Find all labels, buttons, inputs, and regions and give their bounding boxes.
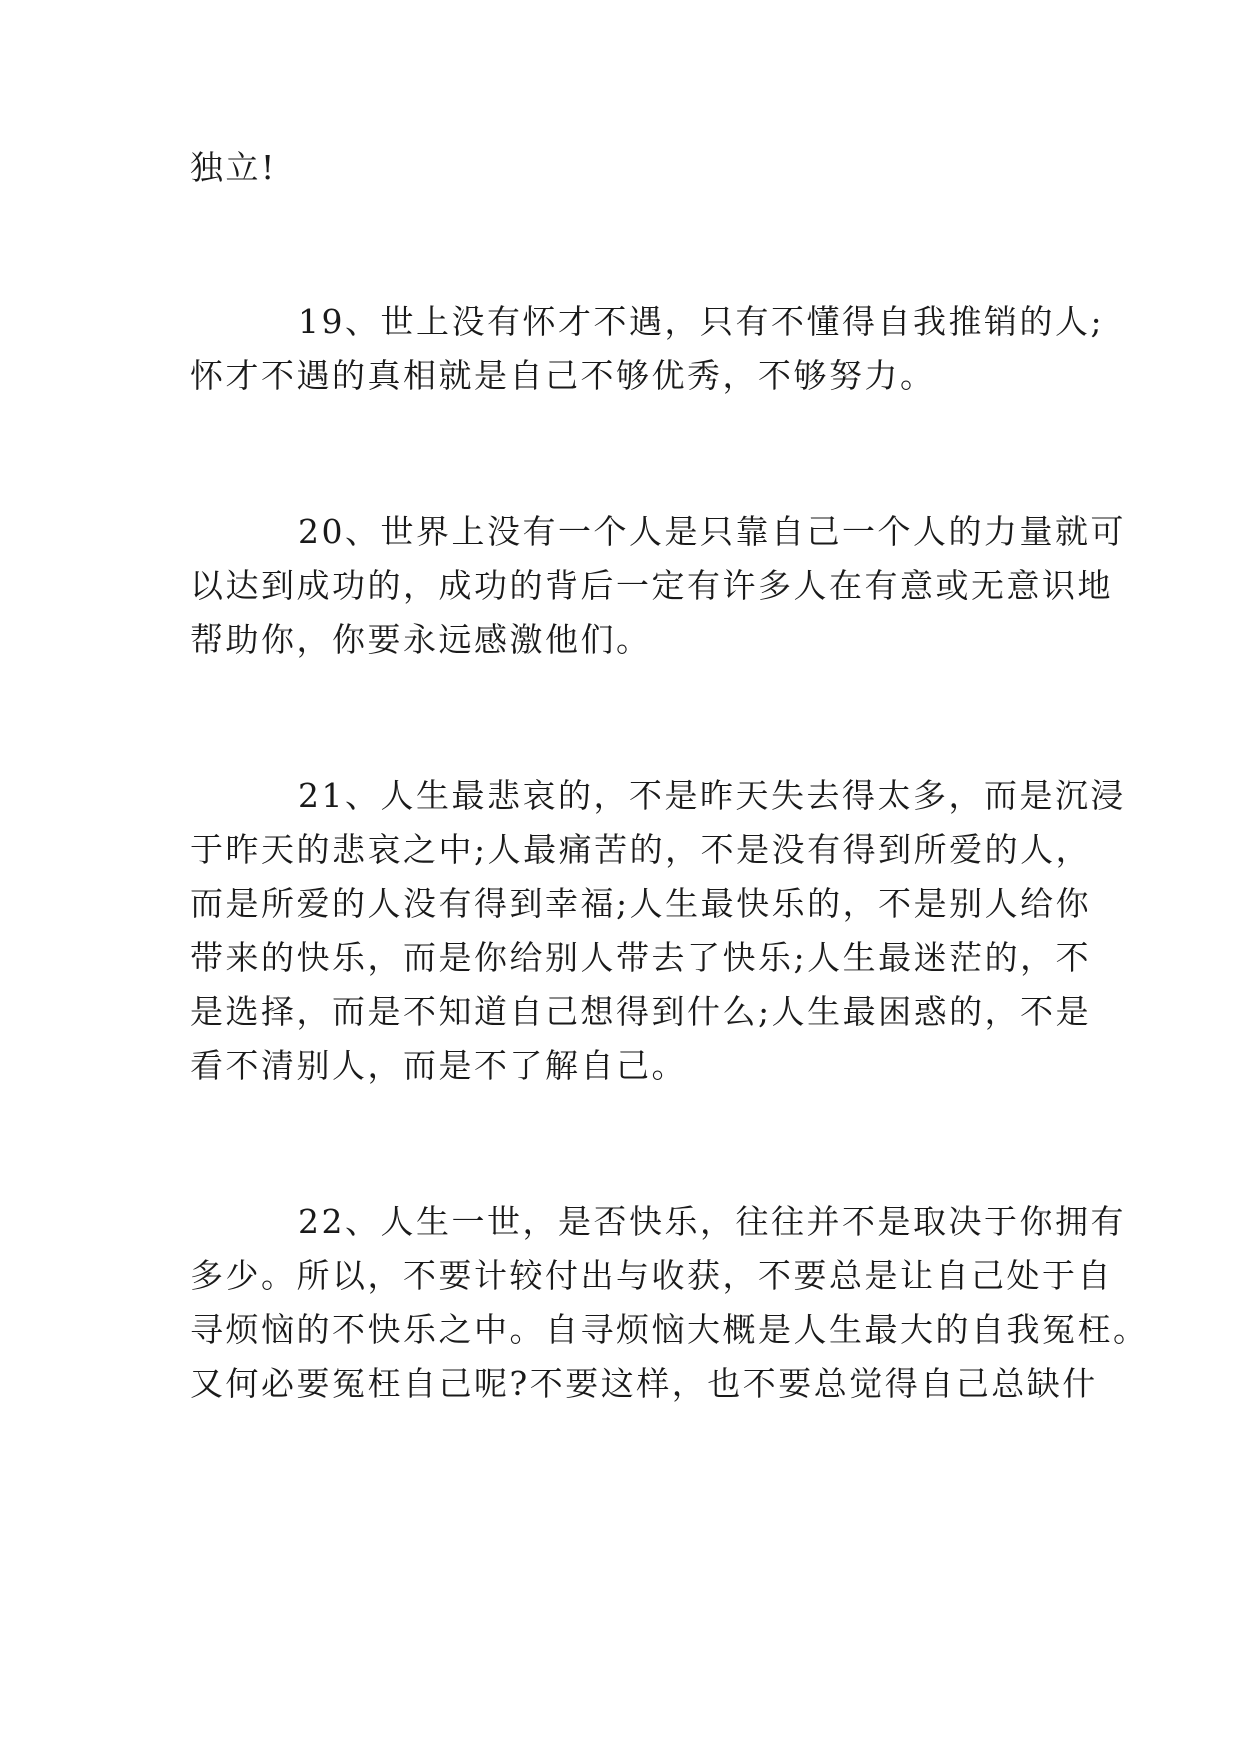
carryover-line: 独立! (190, 148, 277, 187)
paragraph-line: 于昨天的悲哀之中;人最痛苦的，不是没有得到所爱的人， (190, 830, 1092, 869)
paragraph-line: 多少。所以，不要计较付出与收获，不要总是让自己处于自 (190, 1256, 1113, 1295)
paragraph-line: 是选择，而是不知道自己想得到什么;人生最困惑的，不是 (190, 992, 1092, 1031)
paragraph-line: 21、人生最悲哀的，不是昨天失去得太多，而是沉浸 (298, 776, 1126, 815)
paragraph-line: 20、世界上没有一个人是只靠自己一个人的力量就可 (298, 512, 1126, 551)
paragraph-line: 以达到成功的，成功的背后一定有许多人在有意或无意识地 (190, 566, 1113, 605)
paragraph-line: 帮助你，你要永远感激他们。 (190, 620, 652, 659)
paragraph-line: 带来的快乐，而是你给别人带去了快乐;人生最迷茫的，不 (190, 938, 1092, 977)
paragraph-line: 看不清别人，而是不了解自己。 (190, 1046, 687, 1085)
paragraph-line: 19、世上没有怀才不遇，只有不懂得自我推销的人; (298, 302, 1105, 341)
paragraph-line: 又何必要冤枉自己呢?不要这样，也不要总觉得自己总缺什 (190, 1364, 1098, 1403)
paragraph-line: 而是所爱的人没有得到幸福;人生最快乐的，不是别人给你 (190, 884, 1092, 923)
paragraph-line: 寻烦恼的不快乐之中。自寻烦恼大概是人生最大的自我冤枉。 (190, 1310, 1149, 1349)
paragraph-line: 怀才不遇的真相就是自己不够优秀，不够努力。 (190, 356, 936, 395)
paragraph-line: 22、人生一世，是否快乐，往往并不是取决于你拥有 (298, 1202, 1126, 1241)
